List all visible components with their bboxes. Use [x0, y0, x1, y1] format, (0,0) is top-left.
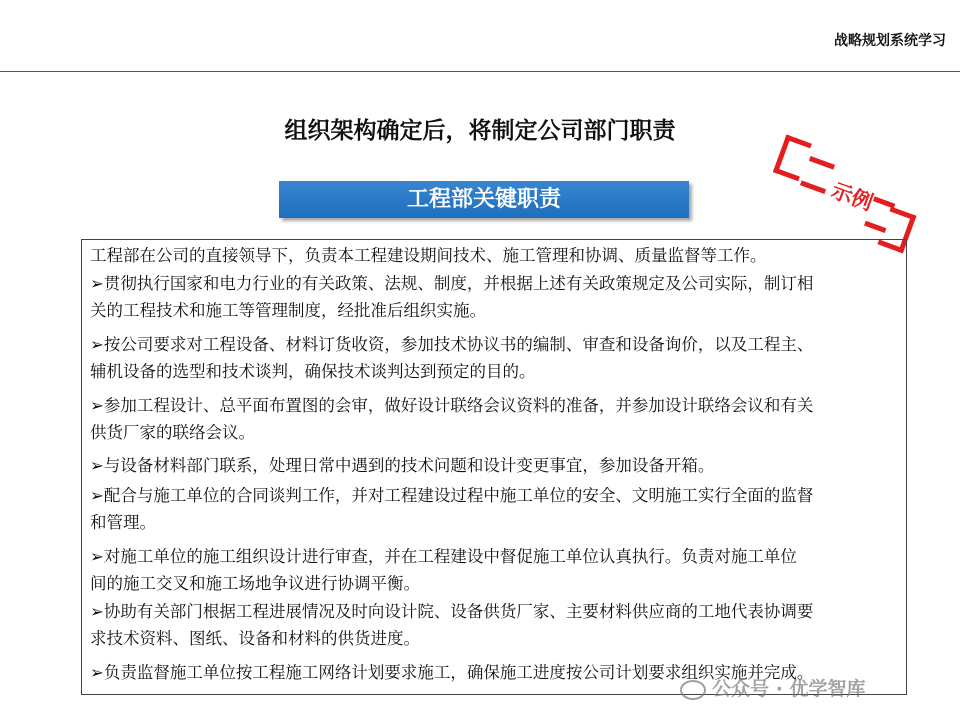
- duty-item: [90, 270, 902, 324]
- duty-line: 和管理。: [90, 513, 156, 532]
- header-divider: [0, 71, 960, 72]
- duty-item: [90, 482, 902, 536]
- arrow-bullet-icon: ➢: [90, 547, 104, 566]
- arrow-bullet-icon: ➢: [90, 396, 104, 415]
- duties-box: [81, 239, 907, 695]
- arrow-bullet-icon: ➢: [90, 335, 104, 354]
- watermark-text: 公众号 · 优学智库: [712, 678, 866, 700]
- section-banner: 工程部关键职责: [279, 181, 689, 218]
- wechat-icon: [680, 680, 706, 700]
- duty-line: 贯彻执行国家和电力行业的有关政策、法规、制度，并根据上述有关政策规定及公司实际，制订相: [103, 274, 814, 293]
- stamp-dash: [800, 180, 826, 194]
- arrow-bullet-icon: ➢: [90, 486, 104, 505]
- stamp-label: 示例: [828, 178, 877, 216]
- duty-item: [90, 392, 902, 446]
- duty-item: [90, 598, 902, 652]
- duty-line: 对施工单位的施工组织设计进行审查，并在工程建设中督促施工单位认真执行。负责对施工单位: [103, 547, 797, 566]
- duty-item: [90, 331, 902, 385]
- arrow-bullet-icon: ➢: [90, 274, 104, 293]
- duty-line: 关的工程技术和施工等管理制度，经批准后组织实施。: [90, 301, 486, 320]
- duty-item: [90, 452, 902, 479]
- arrow-bullet-icon: ➢: [90, 663, 104, 682]
- duty-line: 辅机设备的选型和技术谈判，确保技术谈判达到预定的目的。: [90, 362, 536, 381]
- duty-line: 求技术资料、图纸、设备和材料的供货进度。: [90, 629, 420, 648]
- intro-text: 工程部在公司的直接领导下，负责本工程建设期间技术、施工管理和协调、质量监督等工作。: [90, 246, 767, 265]
- header-title: 战略规划系统学习: [834, 33, 946, 49]
- duty-item: [90, 543, 902, 597]
- watermark: [680, 674, 865, 701]
- duty-line: 负责监督施工单位按工程施工网络计划要求施工，确保施工进度按公司计划要求组织实施并完成。: [103, 663, 814, 682]
- arrow-bullet-icon: ➢: [90, 456, 104, 475]
- duty-line: 协助有关部门根据工程进展情况及时向设计院、设备供货厂家、主要材料供应商的工地代表协调要: [103, 602, 814, 621]
- stamp-dash: [809, 156, 835, 170]
- page-title: 组织架构确定后，将制定公司部门职责: [284, 118, 676, 144]
- duty-line: 间的施工交叉和施工场地争议进行协调平衡。: [90, 574, 420, 593]
- duty-line: 与设备材料部门联系，处理日常中遇到的技术问题和设计变更事宜，参加设备开箱。: [103, 456, 715, 475]
- duty-line: 配合与施工单位的合同谈判工作，并对工程建设过程中施工单位的安全、文明施工实行全面的监督: [103, 486, 814, 505]
- duty-line: 参加工程设计、总平面布置图的会审，做好设计联络会议资料的准备，并参加设计联络会议和有关: [103, 396, 814, 415]
- arrow-bullet-icon: ➢: [90, 602, 104, 621]
- duty-line: 按公司要求对工程设备、材料订货收资，参加技术协议书的编制、审查和设备询价，以及工程主、: [103, 335, 814, 354]
- duty-line: 供货厂家的联络会议。: [90, 423, 255, 442]
